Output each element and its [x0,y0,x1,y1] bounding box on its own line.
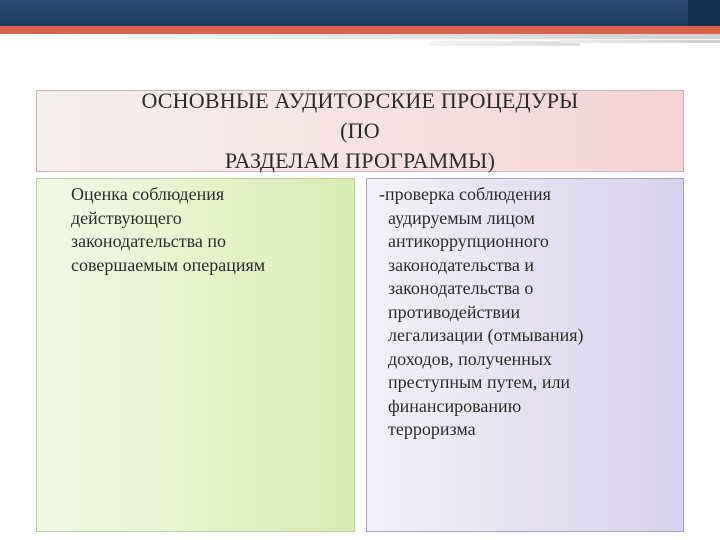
banner-red-stripe [0,26,720,34]
right-column-box [366,178,684,532]
banner-blue-band-right [688,0,720,26]
right-column-text: -проверка соблюдения аудируемым лицом антикоррупционного законодательства и законодательства о противодействии легализации (отмывания) доходов, полученных преступным путем, или финансированию терроризма [379,184,584,439]
left-column-text: Оценка соблюдения действующего законодательства по совершаемым операциям [71,184,266,275]
slide-title: ОСНОВНЫЕ АУДИТОРСКИЕ ПРОЦЕДУРЫ (ПО РАЗДЕЛАМ ПРОГРАММЫ) [141,88,579,173]
banner-blue-band [0,0,720,26]
banner-gray-stripe-right [560,40,720,43]
banner-gray-stripe [0,34,720,39]
left-column-box [36,178,355,532]
banner-gray-stripe-short [430,41,580,46]
slide-title-box [36,90,684,172]
